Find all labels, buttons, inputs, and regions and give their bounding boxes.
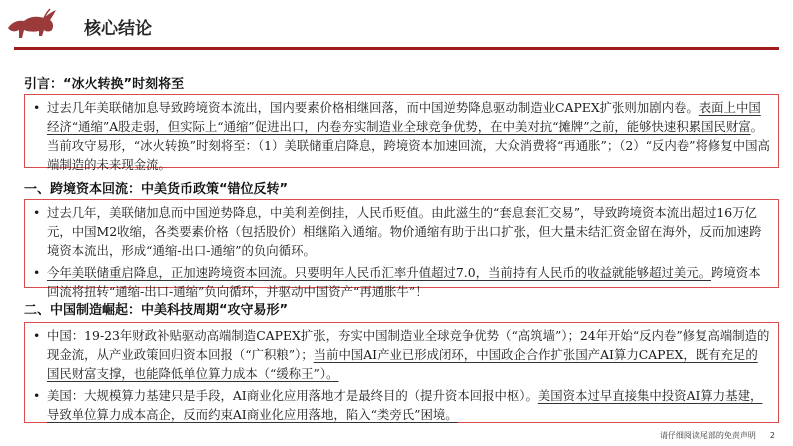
bullet-icon: • <box>33 388 41 403</box>
section1-paragraph-2 <box>33 263 770 301</box>
footer-disclaimer: 请仔细阅读尾部的免责声明 <box>659 431 756 440</box>
section2-box <box>24 322 779 423</box>
title-divider <box>14 47 779 50</box>
intro-heading: 引言：“冰火转换”时刻将至 <box>24 77 185 92</box>
section2-text-1a: 中国：19-23年财政补贴驱动高端制造CAPEX扩张，夯实中国制造业全球竞争优势（“高筑墙”）；24年开始“反内卷”修复高端制造的现金流，从产业政策回归资本回报（“广积粮”）； <box>47 328 770 362</box>
section1-text-2a: 今年美联储重启降息，正加速跨境资本回流。只要明年人民币汇率升值超过7.0，当前持有人民币的收益就能够超过美元。 <box>47 265 712 280</box>
page-title: 核心结论 <box>84 19 152 39</box>
bullet-icon: • <box>33 100 41 115</box>
section2-text-2b: 美国资本过早直接集中投资AI算力基建，导致单位算力成本高企，反而约束AI商业化应用落地，陷入“类旁氏”困境。 <box>47 388 763 422</box>
intro-box <box>24 94 779 172</box>
section2-heading: 二、中国制造崛起：中美科技周期“攻守易形” <box>24 303 289 318</box>
page-number: 2 <box>769 431 775 440</box>
section2-paragraph-2 <box>33 386 770 424</box>
bullet-icon: • <box>33 328 41 343</box>
intro-text-c: 。当前攻守易形，“冰火转换”时刻将至：（1）美联储重启降息，跨境资本加速回流，大众消费将“再通胀”；（2）“反内卷”将修复中国高端制造的未来现金流。 <box>47 119 770 172</box>
intro-paragraph <box>33 98 770 174</box>
section1-heading: 一、跨境资本回流：中美货币政策“错位反转” <box>24 182 289 197</box>
bull-logo-icon <box>6 8 58 42</box>
section1-box <box>24 199 779 299</box>
intro-text-b: 表面上中国经济“通缩”A股走弱，但实际上“通缩”促进出口，内卷夯实制造业全球竞争优势，在中美对抗“摊牌”之前，能够快速积累国民财富 <box>47 100 761 134</box>
intro-text-a: 过去几年美联储加息导致跨境资本流出，国内要素价格相继回落，而中国逆势降息驱动制造业CAPEX扩张则加剧内卷。 <box>47 100 699 115</box>
section1-text-1: 过去几年，美联储加息而中国逆势降息，中美利差倒挂，人民币贬值。由此滋生的“套息套汇交易”，导致跨境资本流出超过16万亿元，中国M2收缩，各类要素价格（包括股价）相继陷入通缩。物价通缩有助于出口扩张，但大量未结汇资金留在海外，反而加速跨境资本流出，形成“通缩-出口-通缩”的负向循环。 <box>47 205 762 258</box>
section1-paragraph-1 <box>33 203 770 260</box>
bullet-icon: • <box>33 265 41 280</box>
section2-text-2a: 美国：大规模算力基建只是手段，AI商业化应用落地才是最终目的（提升资本回报中枢）。 <box>47 388 538 403</box>
bullet-icon: • <box>33 205 41 220</box>
section2-paragraph-1 <box>33 326 770 383</box>
footer <box>660 430 775 441</box>
section1-text-2b: 跨境资本回流将扭转“通缩-出口-通缩”负向循环，并驱动中国资产“再通胀牛”！ <box>47 265 761 299</box>
section2-text-1b: 当前中国AI产业已形成闭环，中国政企合作扩张国产AI算力CAPEX，既有充足的国民财富支撑，也能降低单位算力成本（“缓称王”）。 <box>47 347 758 381</box>
